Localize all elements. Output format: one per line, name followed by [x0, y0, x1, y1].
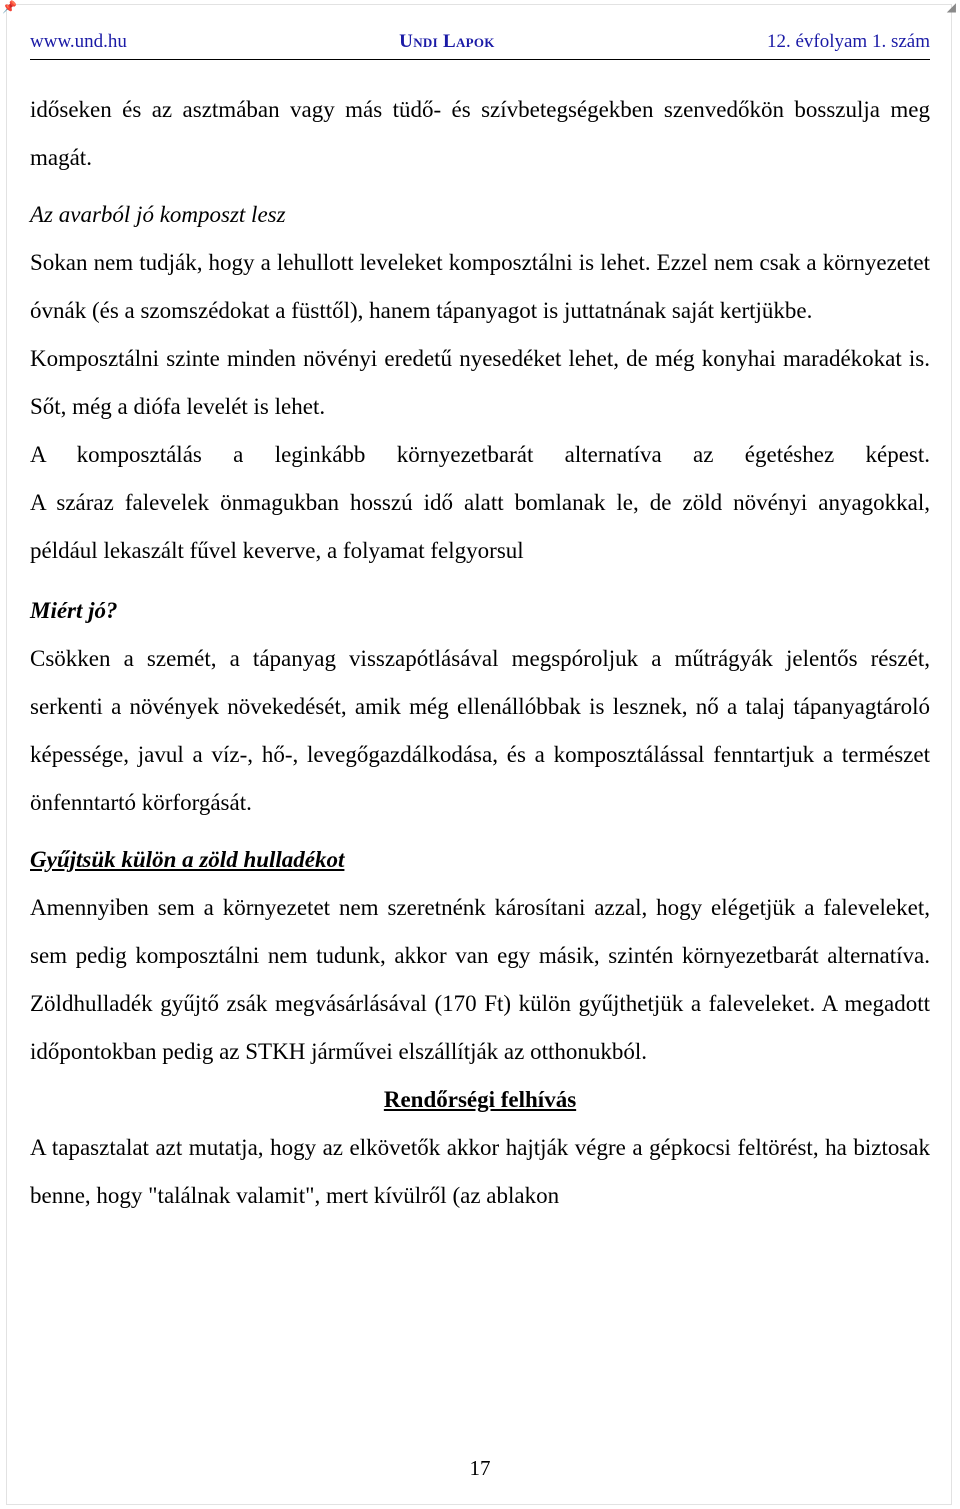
- paragraph-sokan: Sokan nem tudják, hogy a lehullott leveleket komposztálni is lehet. Ezzel nem csak a környezetet óvnák (és a szomszédokat a füsttől), hanem tápanyagot is juttatnának saját kertjükbe.: [30, 250, 930, 323]
- paragraph-szaraz: A száraz falevelek önmagukban hosszú idő alatt bomlanak le, de zöld növényi anyagokkal, például lekaszált fűvel keverve, a folyamat felgyorsul: [30, 490, 930, 563]
- paragraph-csokken: Csökken a szemét, a tápanyag visszapótlásával megspóroljuk a műtrágyák jelentős részét, serkenti a növények növekedését, amik még ellenállóbbak is lesznek, nő a talaj tápanyagtároló képessége, javul a víz-, hő-, levegőgazdálkodása, és a komposztálással fenntartjuk a természet önfenntartó körforgását.: [30, 646, 930, 815]
- paragraph-intro: időseken és az asztmában vagy más tüdő- és szívbetegségekben szenvedőkön bosszulja meg magát.: [30, 97, 930, 170]
- paragraph-tapasztalat: A tapasztalat azt mutatja, hogy az elkövetők akkor hajtják végre a gépkocsi feltörést, ha biztosak benne, hogy "találnak valamit", mert kívülről (az ablakon: [30, 1135, 930, 1208]
- heading-avarbol: Az avarból jó komposzt lesz: [30, 202, 286, 227]
- heading-rendorsegi: Rendőrségi felhívás: [383, 1087, 577, 1112]
- article-body: [30, 86, 930, 1220]
- page-number: 17: [469, 1456, 491, 1480]
- header-publication-title: Undi Lapok: [399, 31, 495, 52]
- heading-gyujtsuk: Gyűjtsük külön a zöld hulladékot: [30, 847, 345, 872]
- paragraph-komposztalni: Komposztálni szinte minden növényi eredetű nyesedéket lehet, de még konyhai maradékokat is. Sőt, még a diófa levelét is lehet.: [30, 346, 930, 419]
- pushpin-icon: 📌: [2, 0, 17, 14]
- page-header: [30, 24, 930, 60]
- header-site-link[interactable]: www.und.hu: [30, 31, 127, 52]
- header-issue: 12. évfolyam 1. szám: [766, 31, 930, 52]
- heading-miert-jo: Miért jó?: [30, 598, 118, 623]
- paragraph-amennyiben: Amennyiben sem a környezetet nem szeretnénk károsítani azzal, hogy elégetjük a faleveleket, sem pedig komposztálni nem tudunk, akkor van egy másik, szintén környezetbarát alternatíva. Zöldhulladék gyűjtő zsák megvásárlásával (170 Ft) külön gyűjthetjük a faleveleket. A megadott időpontokban pedig az STKH járművei elszállítják az otthonukból.: [30, 895, 930, 1064]
- paragraph-alternativa: A komposztálás a leginkább környezetbarát alternatíva az égetéshez képest.: [30, 442, 930, 467]
- page-fold-icon: ◢: [946, 0, 956, 14]
